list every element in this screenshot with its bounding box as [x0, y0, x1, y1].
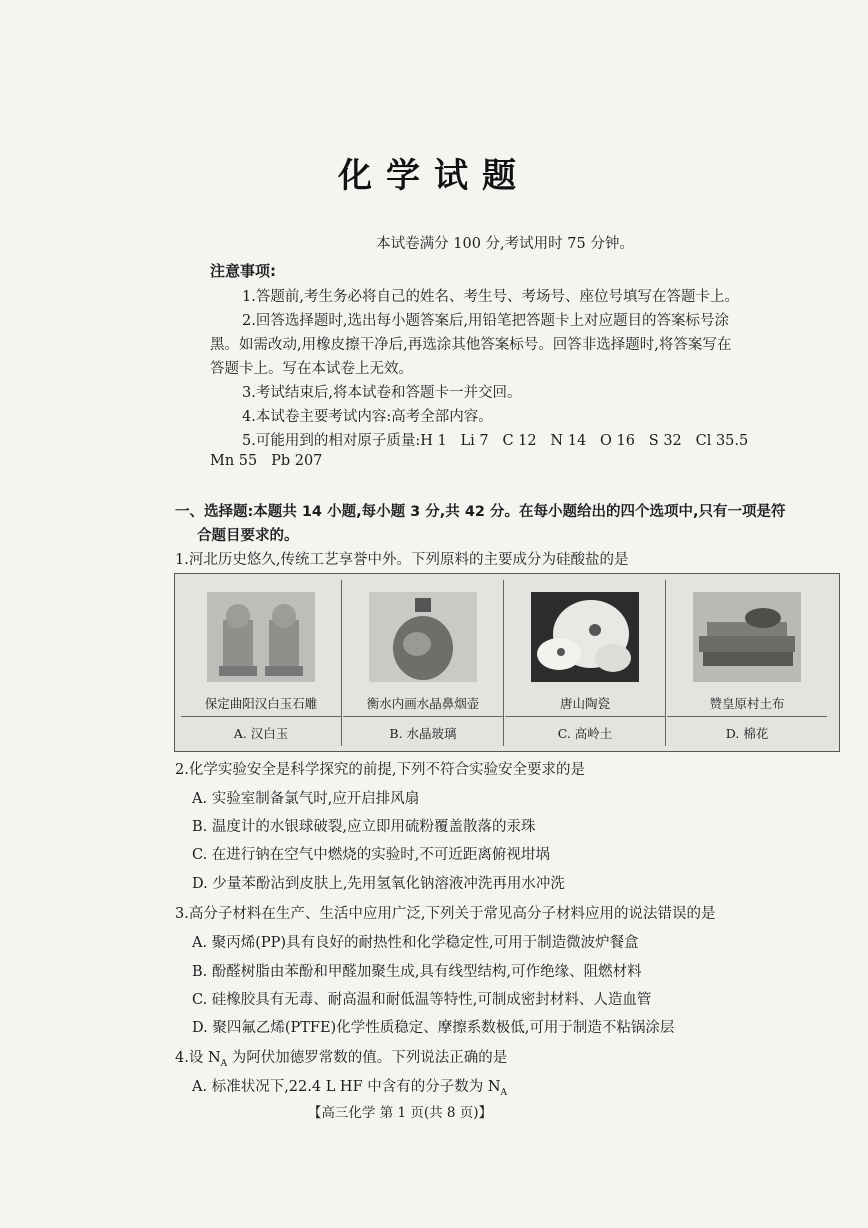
question-3-option: D. 聚四氟乙烯(PTFE)化学性质稳定、摩擦系数极低,可用于制造不粘锅涂层 — [192, 1020, 675, 1036]
question-2-option: A. 实验室制备氯气时,应开启排风扇 — [192, 791, 420, 807]
page-footer: 【高三化学 第 1 页(共 8 页)】 — [307, 1105, 493, 1121]
question-3-option: C. 硅橡胶具有无毒、耐高温和耐低温等特性,可制成密封材料、人造血管 — [192, 992, 652, 1008]
option-caption: 保定曲阳汉白玉石雕 — [204, 696, 318, 711]
section-heading-line: 一、选择题:本题共 14 小题,每小题 3 分,共 42 分。在每小题给出的四个选项中,只有一项是符 — [175, 504, 786, 520]
option-caption: 唐山陶瓷 — [559, 696, 610, 711]
notice-item: 5.可能用到的相对原子质量:H 1 Li 7 C 12 N 14 O 16 S 32 Cl 35.5 — [242, 433, 749, 449]
cloth-image — [693, 592, 801, 682]
option-answer-row — [667, 716, 827, 747]
porcelain-image — [531, 592, 639, 682]
stone-lion-carving-image — [207, 592, 315, 682]
option-answer: D. 棉花 — [725, 726, 769, 741]
snuff-bottle-image — [369, 592, 477, 682]
option-caption: 赞皇原村土布 — [709, 696, 785, 711]
question-1-stem: 1.河北历史悠久,传统工艺享誉中外。下列原料的主要成分为硅酸盐的是 — [175, 552, 629, 568]
notice-item: 黑。如需改动,用橡皮擦干净后,再选涂其他答案标号。回答非选择题时,将答案写在 — [210, 337, 732, 353]
option-cell-a — [181, 580, 342, 746]
option-answer: B. 水晶玻璃 — [389, 726, 457, 741]
question-2-option: C. 在进行钠在空气中燃烧的实验时,不可近距离俯视坩埚 — [192, 847, 550, 863]
notice-item: 答题卡上。写在本试卷上无效。 — [210, 361, 413, 377]
question-2-stem: 2.化学实验安全是科学探究的前提,下列不符合实验安全要求的是 — [175, 762, 585, 778]
section-heading-line: 合题目要求的。 — [197, 528, 299, 544]
question-4-stem — [175, 1046, 507, 1069]
option-answer: C. 高岭土 — [557, 726, 613, 741]
option-answer: A. 汉白玉 — [233, 726, 289, 741]
question-2-option: B. 温度计的水银球破裂,应立即用硫粉覆盖散落的汞珠 — [192, 819, 536, 835]
exam-info: 本试卷满分 100 分,考试用时 75 分钟。 — [376, 236, 634, 252]
notice-item: Mn 55 Pb 207 — [210, 453, 323, 469]
notice-item: 2.回答选择题时,选出每小题答案后,用铅笔把答题卡上对应题目的答案标号涂 — [242, 313, 730, 329]
option-answer-row — [181, 716, 341, 747]
question-4-option-text: A. 标准状况下,22.4 L HF 中含有的分子数为 N — [192, 1079, 501, 1095]
section-heading — [175, 500, 786, 548]
question-3-option: A. 聚丙烯(PP)具有良好的耐热性和化学稳定性,可用于制造微波炉餐盒 — [192, 935, 639, 951]
notice-item: 3.考试结束后,将本试卷和答题卡一并交回。 — [242, 385, 522, 401]
question-2-option: D. 少量苯酚沾到皮肤上,先用氢氧化钠溶液冲洗再用水冲洗 — [192, 876, 565, 892]
option-caption: 衡水内画水晶鼻烟壶 — [366, 696, 480, 711]
notice-item: 4.本试卷主要考试内容:高考全部内容。 — [242, 409, 493, 425]
option-cell-d — [667, 580, 827, 746]
question-3-option: B. 酚醛树脂由苯酚和甲醛加聚生成,具有线型结构,可作绝缘、阻燃材料 — [192, 964, 642, 980]
page-title: 化学试题 — [338, 156, 530, 196]
question-4-stem-text: 4.设 N — [175, 1050, 221, 1066]
option-cell-b — [343, 580, 504, 746]
option-answer-row — [505, 716, 665, 747]
option-cell-c — [505, 580, 666, 746]
notice-heading: 注意事项: — [210, 262, 276, 280]
question-1-image-table — [174, 573, 840, 752]
option-answer-row — [343, 716, 503, 747]
question-3-stem: 3.高分子材料在生产、生活中应用广泛,下列关于常见高分子材料应用的说法错误的是 — [175, 906, 716, 922]
question-4-stem-text: 为阿伏加德罗常数的值。下列说法正确的是 — [227, 1050, 508, 1066]
question-4-option — [192, 1075, 507, 1098]
subscript: A — [500, 1087, 508, 1098]
notice-item: 1.答题前,考生务必将自己的姓名、考生号、考场号、座位号填写在答题卡上。 — [242, 289, 739, 305]
subscript: A — [220, 1058, 228, 1069]
